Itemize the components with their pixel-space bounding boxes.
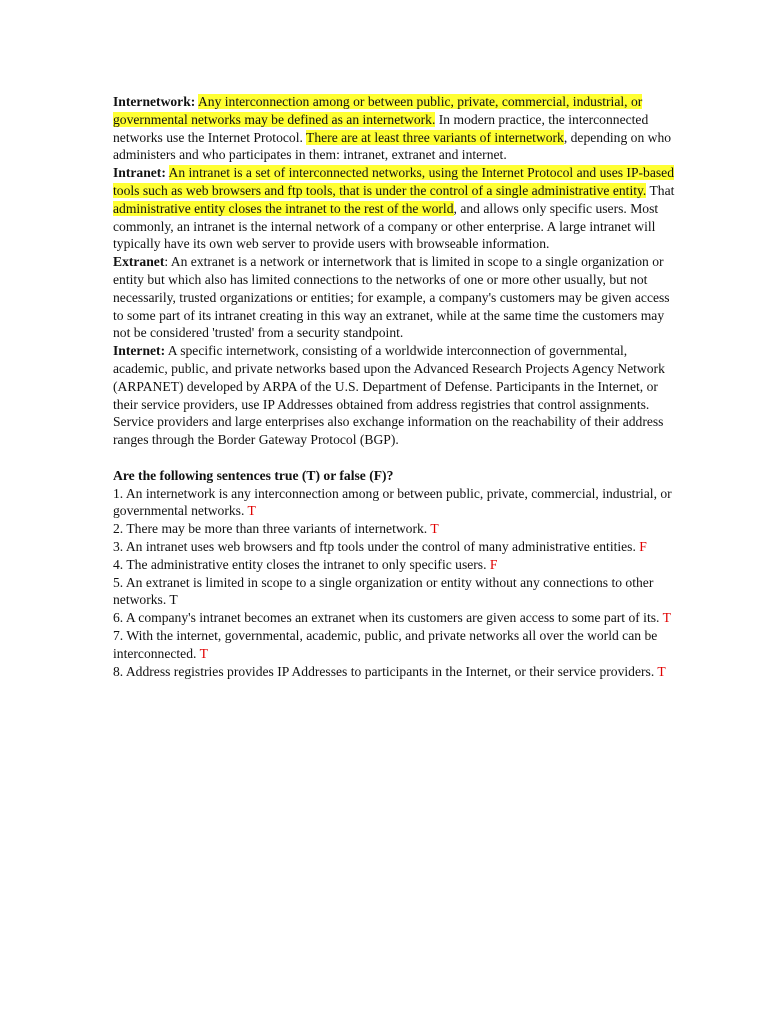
internetwork-text-1: In modern practice, the interconnected networks use the Internet Protocol. xyxy=(113,111,649,145)
question-answer: F xyxy=(489,556,498,572)
question-text: 1. An internetwork is any interconnection among or between public, private, commercial, industrial, or governmental networks. xyxy=(113,485,672,519)
question-answer: T xyxy=(247,503,256,519)
extranet-term: Extranet xyxy=(113,254,165,270)
quiz-question xyxy=(113,574,683,610)
quiz-heading: Are the following sentences true (T) or false (F)? xyxy=(113,467,394,483)
question-text: 8. Address registries provides IP Addresses to participants in the Internet, or their service providers. xyxy=(113,663,655,679)
question-answer: T xyxy=(430,521,439,537)
internet-term: Internet: xyxy=(113,343,166,359)
internetwork-highlight-1: Any interconnection among or between public, private, commercial, industrial, or governmental networks may be defined as an internetwork. xyxy=(113,94,643,127)
intranet-term: Intranet: xyxy=(113,165,166,181)
quiz-question xyxy=(113,609,683,627)
question-answer: T xyxy=(169,592,178,608)
quiz-question xyxy=(113,485,683,521)
quiz-question-list xyxy=(113,485,683,681)
intranet-text-1: That xyxy=(649,182,675,198)
question-answer: T xyxy=(199,645,208,661)
quiz-question xyxy=(113,556,683,574)
intranet-highlight-2: administrative entity closes the intranet to the rest of the world xyxy=(113,200,454,216)
question-text: 2. There may be more than three variants of internetwork. xyxy=(113,521,428,537)
internetwork-text-2: , depending on who administers and who participates in them: intranet, extranet and internet. xyxy=(113,129,672,163)
question-text: 3. An intranet uses web browsers and ftp tools under the control of many administrative entities. xyxy=(113,538,636,554)
question-answer: F xyxy=(639,538,647,554)
intranet-paragraph xyxy=(113,164,683,253)
question-answer: T xyxy=(657,663,666,679)
internetwork-highlight-2: There are at least three variants of internetwork xyxy=(306,129,564,145)
intranet-text-2: , and allows only specific users. Most commonly, an intranet is the internal network of a company or other enterprise. A large intranet will typically have its own web server to provide users with browseable information. xyxy=(113,200,659,252)
question-text: 7. With the internet, governmental, academic, public, and private networks all over the world can be interconnected. xyxy=(113,627,658,661)
extranet-paragraph xyxy=(113,253,683,342)
question-text: 4. The administrative entity closes the intranet to only specific users. xyxy=(113,556,487,572)
extranet-text: : An extranet is a network or internetwork that is limited in scope to a single organization or entity but which also has limited connections to the networks of one or more other usually, but not necessarily, trusted organizations or entities; for example, a company's customers may be given access to some part of its intranet creating in this way an extranet, while at the same time the customers may not be considered 'trusted' from a security standpoint. xyxy=(113,254,670,341)
question-text: 6. A company's intranet becomes an extranet when its customers are given access to some part of its. xyxy=(113,610,660,626)
internetwork-term: Internetwork: xyxy=(113,94,196,109)
question-text: 5. An extranet is limited in scope to a single organization or entity without any connections to other networks. xyxy=(113,574,654,608)
internet-paragraph xyxy=(113,342,683,449)
document-body xyxy=(113,93,683,680)
quiz-question xyxy=(113,538,683,556)
quiz-question xyxy=(113,663,683,681)
quiz-question xyxy=(113,627,683,663)
intranet-highlight-1: An intranet is a set of interconnected networks, using the Internet Protocol and uses IP-based tools such as web browsers and ftp tools, that is under the control of a single administrative entity. xyxy=(113,165,674,198)
quiz-question xyxy=(113,520,683,538)
internetwork-paragraph xyxy=(113,93,683,164)
question-answer: T xyxy=(662,610,671,626)
internet-text: A specific internetwork, consisting of a worldwide interconnection of governmental, academic, public, and private networks based upon the Advanced Research Projects Agency Network (ARPANET) developed by ARPA of the U.S. Department of Defense. Participants in the Internet, or their service providers, use IP Addresses obtained from address registries that control assignments. Service providers and large enterprises also exchange information on the reachability of their address ranges through the Border Gateway Protocol (BGP). xyxy=(113,343,665,448)
